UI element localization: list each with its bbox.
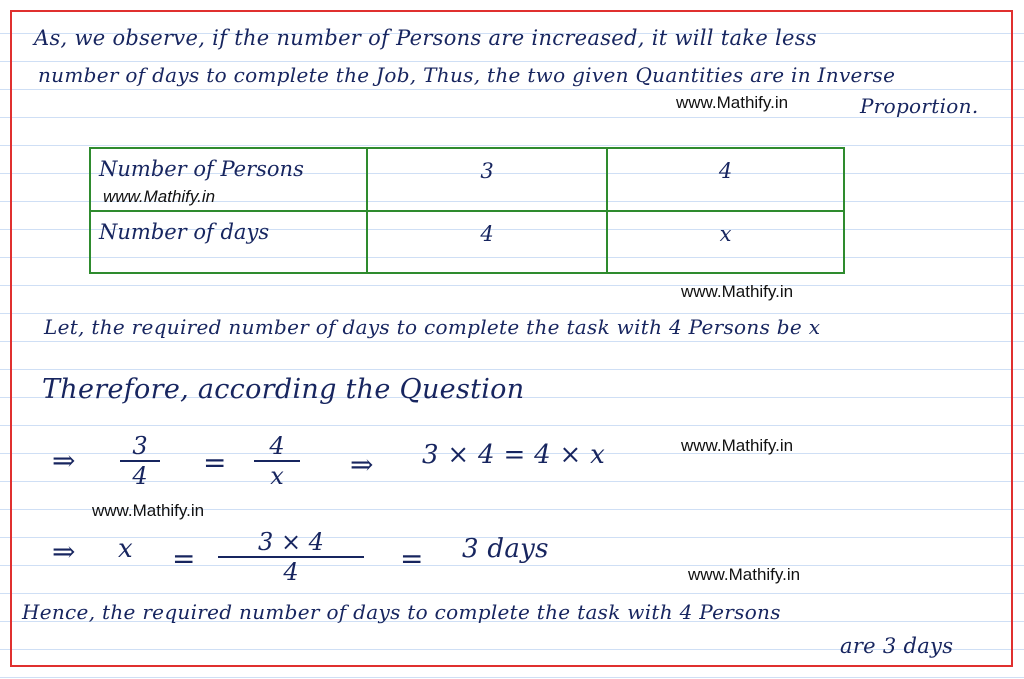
intro-line-3: Proportion. [860,94,979,118]
equals-sign-1: = [203,446,227,479]
equals-sign-3: = [400,542,424,575]
variable-x: x [118,534,133,564]
fraction-denominator: 4 [283,558,299,586]
persons-value-1: 3 [480,159,494,183]
watermark-3: www.Mathify.in [681,436,794,455]
therefore-line: Therefore, according the Question [42,374,525,405]
days-value-2: x [719,221,732,246]
result-3-days: 3 days [462,534,549,564]
implies-arrow-2: ⇒ [350,448,374,481]
persons-value-2: 4 [718,159,733,183]
row-persons-label: Number of Persons [99,157,304,181]
let-line: Let, the required number of days to complete the task with 4 Persons be x [44,315,821,339]
implies-arrow-3: ⇒ [52,535,76,568]
watermark-1: www.Mathify.in [676,93,789,112]
table-cell [607,148,844,211]
fraction-numerator: 3 × 4 [218,528,364,558]
table-row-persons-label-cell [90,148,367,211]
table-cell [367,211,607,274]
data-table [89,147,845,274]
fraction-numerator: 3 [120,432,160,462]
cross-multiplication: 3 × 4 = 4 × x [422,440,606,470]
conclusion-line-2: are 3 days [840,634,954,658]
fraction-denominator: 4 [132,462,148,490]
fraction-denominator: x [270,462,284,490]
row-days-label: Number of days [99,219,270,244]
equals-sign-2: = [172,542,196,575]
fraction-numerator: 4 [254,432,300,462]
table-cell [607,211,844,274]
fraction-4-over-x [254,432,300,490]
conclusion-line-1: Hence, the required number of days to complete the task with 4 Persons [22,600,781,624]
intro-line-1: As, we observe, if the number of Persons are increased, it will take less [34,26,817,50]
fraction-3-over-4 [120,432,160,490]
watermark-4: www.Mathify.in [92,501,205,520]
table-cell [367,148,607,211]
watermark-5: www.Mathify.in [688,565,801,584]
implies-arrow-1: ⇒ [52,444,76,477]
watermark-table: www.Mathify.in [103,187,216,206]
table-row-days-label-cell [90,211,367,274]
fraction-12-over-4 [218,528,364,586]
days-value-1: 4 [480,221,494,246]
intro-line-2: number of days to complete the Job, Thus, the two given Quantities are in Inverse [38,63,896,87]
watermark-2: www.Mathify.in [681,282,794,301]
